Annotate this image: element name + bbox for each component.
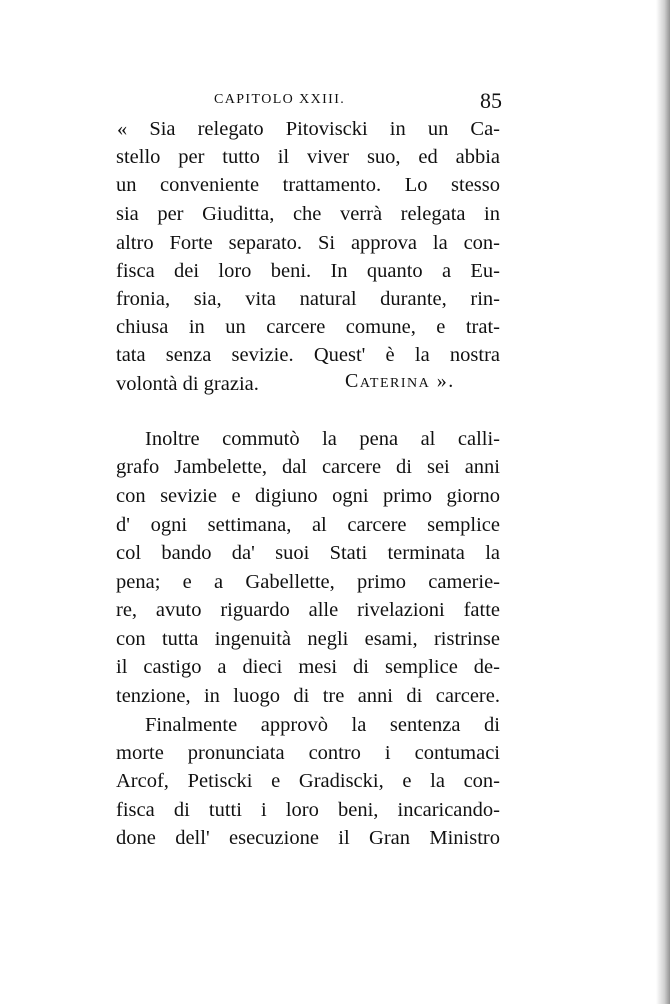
page-edge-shadow	[656, 0, 670, 1004]
page-number: 85	[480, 88, 502, 113]
letter-line: fronia, sia, vita natural durante, rin-	[116, 288, 500, 310]
body-line: grafo Jambelette, dal carcere di sei anni	[116, 456, 500, 478]
body-line: d' ogni settimana, al carcere semplice	[116, 514, 500, 536]
letter-line: stello per tutto il viver suo, ed abbia	[116, 146, 500, 168]
body-line: pena; e a Gabellette, primo camerie-	[116, 571, 500, 593]
signature: Caterina ».	[345, 370, 455, 392]
body-line: Finalmente approvò la sentenza di	[145, 714, 500, 736]
body-line: re, avuto riguardo alle rivelazioni fatte	[116, 599, 500, 621]
letter-line: sia per Giuditta, che verrà relegata in	[116, 203, 500, 225]
letter-line: « Sia relegato Pitoviscki in un Ca-	[117, 118, 500, 140]
body-line: il castigo a dieci mesi di semplice de-	[116, 656, 500, 678]
body-line: col bando da' suoi Stati terminata la	[116, 542, 500, 564]
body-line: Inoltre commutò la pena al calli-	[145, 428, 500, 450]
body-line: con tutta ingenuità negli esami, ristrinse	[116, 628, 500, 650]
letter-line: tata senza sevizie. Quest' è la nostra	[116, 344, 500, 366]
letter-line: fisca dei loro beni. In quanto a Eu-	[116, 260, 500, 282]
body-line: Arcof, Petiscki e Gradiscki, e la con-	[116, 770, 500, 792]
letter-line: un conveniente trattamento. Lo stesso	[116, 174, 500, 196]
running-head: CAPITOLO XXIII.	[214, 92, 346, 107]
letter-line: chiusa in un carcere comune, e trat-	[116, 316, 500, 338]
body-line: fisca di tutti i loro beni, incaricando-	[116, 799, 500, 821]
page-header	[214, 90, 502, 116]
letter-line: altro Forte separato. Si approva la con-	[116, 232, 500, 254]
body-line: con sevizie e digiuno ogni primo giorno	[116, 485, 500, 507]
body-line: done dell' esecuzione il Gran Ministro	[116, 827, 500, 849]
body-line: tenzione, in luogo di tre anni di carcere.	[116, 685, 500, 707]
body-line: morte pronunciata contro i contumaci	[116, 742, 500, 764]
letter-line: volontà di grazia.	[116, 373, 259, 395]
